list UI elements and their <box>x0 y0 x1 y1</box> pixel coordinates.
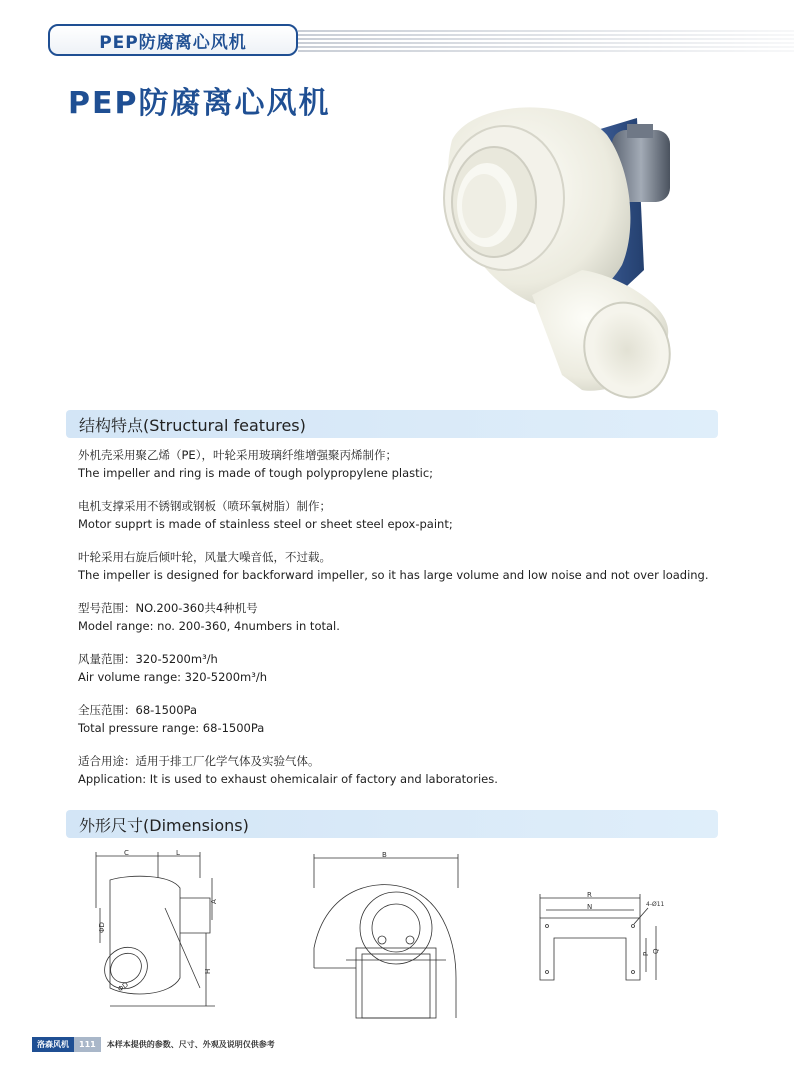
feature-en: The impeller and ring is made of tough polypropylene plastic; <box>78 466 434 480</box>
dim-label-h: H <box>204 968 212 974</box>
dim-label-l: L <box>176 849 180 857</box>
footer-brand: 洛森风机 <box>32 1037 74 1052</box>
feature-cn: 外机壳采用聚乙烯（PE），叶轮采用玻璃纤维增强聚丙烯制作； <box>78 448 397 462</box>
section-structural-title: 结构特点(Structural features) <box>79 415 306 435</box>
feature-en: Air volume range: 320-5200m³/h <box>78 670 268 684</box>
feature-en: Total pressure range: 68-1500Pa <box>78 721 265 735</box>
section-dimensions-title: 外形尺寸(Dimensions) <box>79 815 249 835</box>
dim-label-r: R <box>587 892 592 899</box>
feature-cn: 适合用途：适用于排工厂化学气体及实验气体。 <box>78 754 320 768</box>
dim-label-n: N <box>587 903 593 911</box>
feature-en: The impeller is designed for backforward impeller, so it has large volume and low noise and not over loading. <box>78 568 709 582</box>
dim-label-q: Q <box>652 948 660 954</box>
page-title: PEP防腐离心风机 <box>68 86 331 121</box>
side-view-drawing <box>90 848 260 1028</box>
dim-label-d1: ΦD <box>116 980 130 994</box>
footer-note: 本样本提供的参数、尺寸、外观及说明仅供参考 <box>106 1040 275 1049</box>
feature-item <box>78 701 778 737</box>
front-view-drawing <box>306 848 466 1028</box>
feature-item <box>78 650 778 686</box>
features-list <box>78 446 778 803</box>
feature-item <box>78 446 778 482</box>
feature-item <box>78 548 778 584</box>
feature-en: Application: It is used to exhaust ohemicalair of factory and laboratories. <box>78 772 498 786</box>
feature-en: Motor supprt is made of stainless steel or sheet steel epox-paint; <box>78 517 453 531</box>
feature-cn: 全压范围：68-1500Pa <box>78 703 198 717</box>
dim-label-a: A <box>210 899 218 904</box>
base-plan-drawing <box>530 892 665 987</box>
dim-label-b: B <box>382 851 387 859</box>
feature-item <box>78 752 778 788</box>
feature-item <box>78 599 778 635</box>
feature-item <box>78 497 778 533</box>
section-dimensions <box>66 810 718 838</box>
page-footer <box>32 1037 275 1052</box>
header-tab-label: PEP防腐离心风机 <box>99 32 247 53</box>
header-decorative-lines <box>298 30 794 52</box>
dim-label-hole: 4-Ø11 <box>646 901 665 908</box>
fan-product-image <box>432 90 682 405</box>
feature-cn: 型号范围：NO.200-360共4种机号 <box>78 601 258 615</box>
dim-label-c: C <box>124 849 129 857</box>
feature-cn: 叶轮采用右旋后倾叶轮，风量大噪音低，不过载。 <box>78 550 331 564</box>
feature-cn: 风量范围：320-5200m³/h <box>78 652 218 666</box>
header-tab <box>48 24 298 56</box>
dim-label-p: P <box>642 951 650 956</box>
section-structural-features <box>66 410 718 438</box>
feature-en: Model range: no. 200-360, 4numbers in total. <box>78 619 340 633</box>
page-number: 111 <box>74 1037 101 1052</box>
feature-cn: 电机支撑采用不锈钢或钢板（喷环氧树脂）制作； <box>78 499 331 513</box>
dim-label-d0: ΦD <box>98 922 106 933</box>
